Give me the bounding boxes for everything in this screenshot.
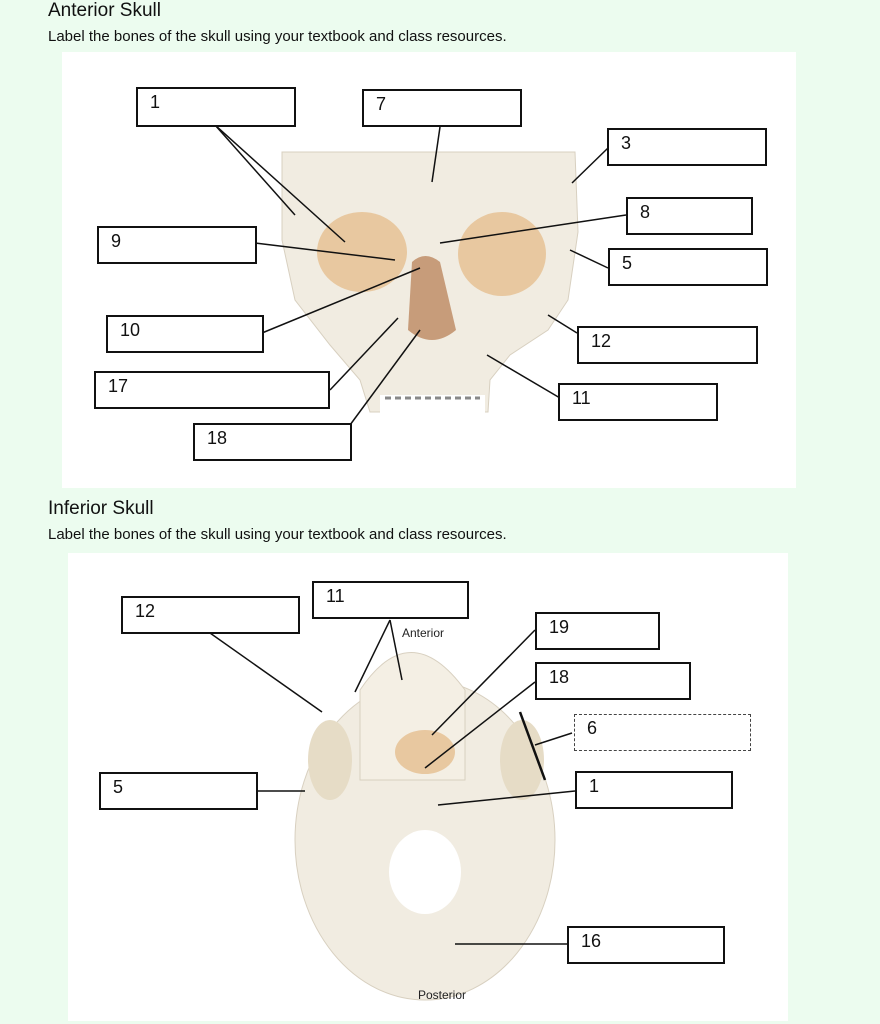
- inferior-box-19[interactable]: 19: [535, 612, 660, 650]
- anterior-box-8[interactable]: 8: [626, 197, 753, 235]
- anterior-box-7[interactable]: 7: [362, 89, 522, 127]
- inferior-box-1[interactable]: 1: [575, 771, 733, 809]
- inferior-box-12[interactable]: 12: [121, 596, 300, 634]
- inferior-skull-image: [295, 653, 555, 1001]
- inferior-box-11[interactable]: 11: [312, 581, 469, 619]
- inferior-subtitle: Label the bones of the skull using your textbook and class resources.: [48, 526, 507, 543]
- anterior-box-18[interactable]: 18: [193, 423, 352, 461]
- anterior-box-11[interactable]: 11: [558, 383, 718, 421]
- inferior-title: Inferior Skull: [48, 498, 154, 519]
- anterior-box-10[interactable]: 10: [106, 315, 264, 353]
- anterior-box-12[interactable]: 12: [577, 326, 758, 364]
- inferior-box-6[interactable]: 6: [574, 714, 751, 751]
- inferior-box-5[interactable]: 5: [99, 772, 258, 810]
- anterior-box-5[interactable]: 5: [608, 248, 768, 286]
- anterior-box-3[interactable]: 3: [607, 128, 767, 166]
- anterior-subtitle: Label the bones of the skull using your textbook and class resources.: [48, 28, 507, 45]
- anterior-box-9[interactable]: 9: [97, 226, 257, 264]
- posterior-direction-label: Posterior: [418, 988, 467, 1002]
- inferior-box-16[interactable]: 16: [567, 926, 725, 964]
- anterior-title: Anterior Skull: [48, 0, 161, 21]
- anterior-box-17[interactable]: 17: [94, 371, 330, 409]
- anterior-box-1[interactable]: 1: [136, 87, 296, 127]
- anterior-direction-label: Anterior: [402, 626, 445, 640]
- inferior-box-18[interactable]: 18: [535, 662, 691, 700]
